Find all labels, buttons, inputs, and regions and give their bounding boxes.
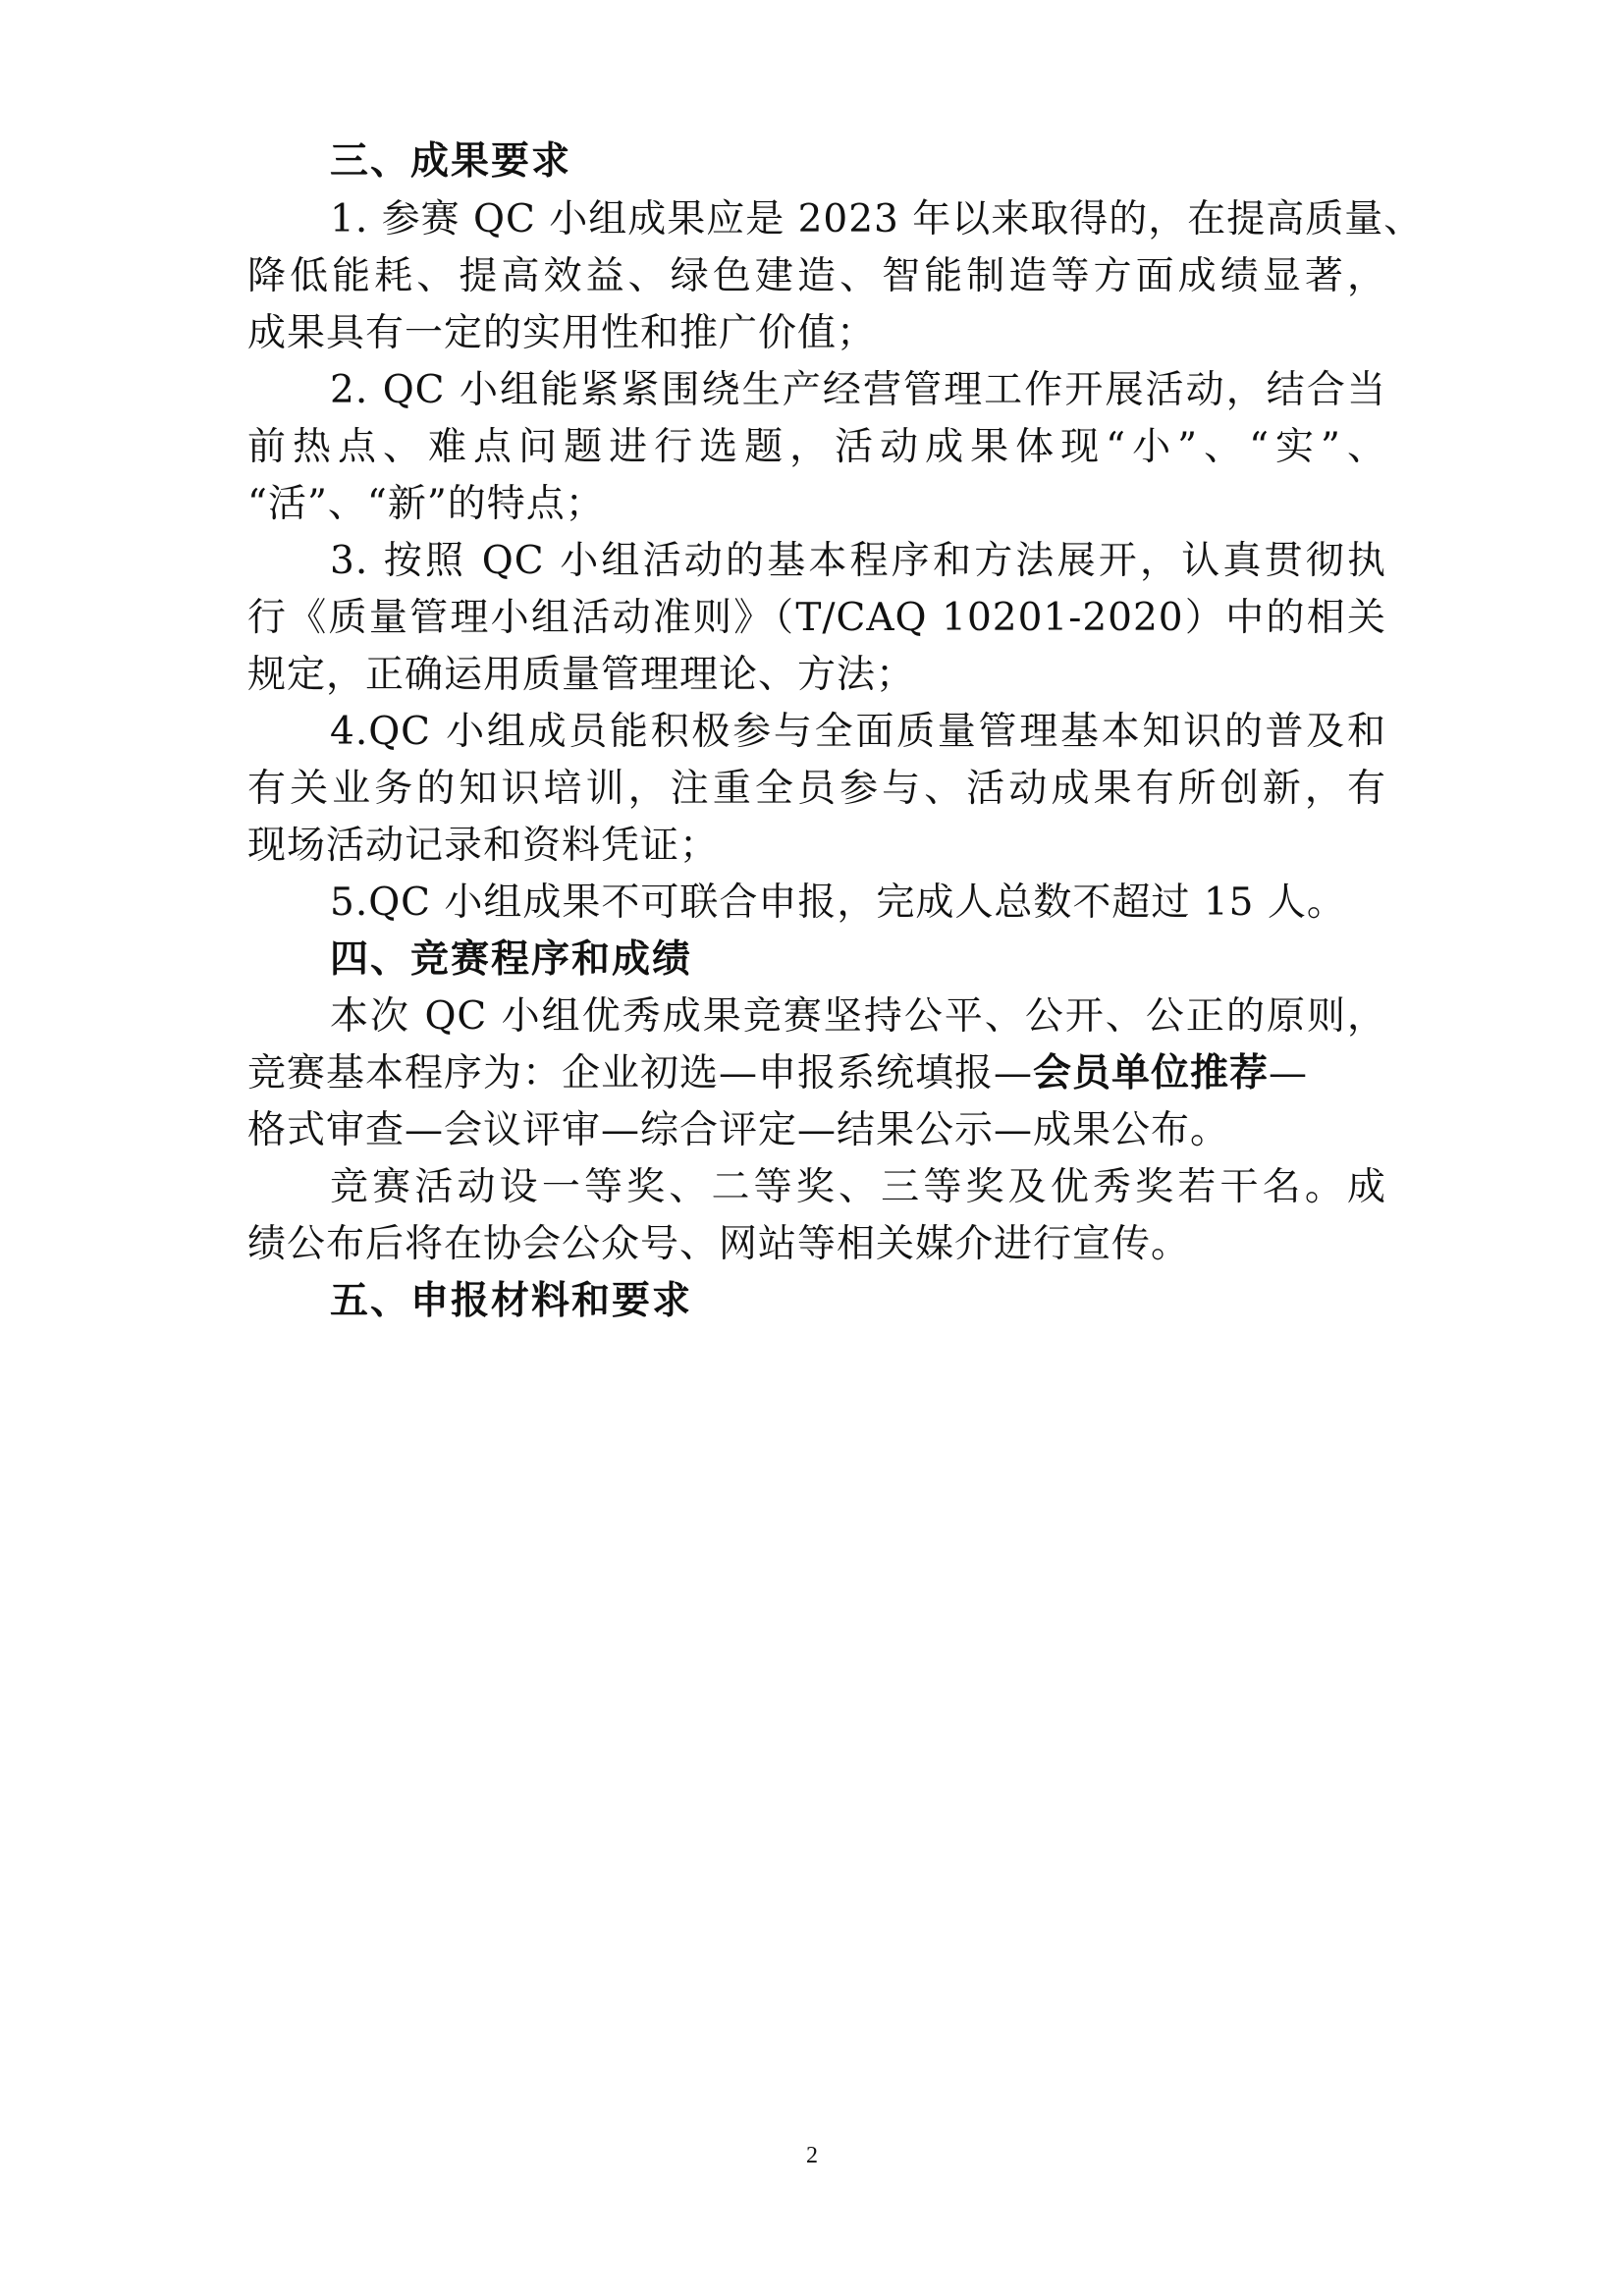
- item-4-line-3: 现场活动记录和资料凭证；: [247, 824, 720, 868]
- item-2-line-2: 前热点、难点问题进行选题，活动成果体现“小”、“实”、: [247, 425, 1386, 469]
- s4-p1-line-2: [247, 1049, 1386, 1098]
- s4-p2-line-2: 绩公布后将在协会公众号、网站等相关媒介进行宣传。: [247, 1222, 1191, 1266]
- item-4-line-1: 4.QC 小组成员能积极参与全面质量管理基本知识的普及和: [330, 710, 1386, 754]
- item-3-line-3: 规定，正确运用质量管理理论、方法；: [247, 653, 916, 697]
- member-recommendation-text: 会员单位推荐: [1033, 1051, 1270, 1095]
- s4-p1-line-1: 本次 QC 小组优秀成果竞赛坚持公平、公开、公正的原则，: [330, 994, 1386, 1039]
- item-2-line-1: 2. QC 小组能紧紧围绕生产经营管理工作开展活动，结合当: [330, 368, 1386, 412]
- section-heading-3: 三、成果要求: [330, 139, 572, 184]
- item-1-line-2: 降低能耗、提高效益、绿色建造、智能制造等方面成绩显著，: [247, 254, 1386, 298]
- s4-p1-line-3: 格式审查—会议评审—综合评定—结果公示—成果公布。: [247, 1108, 1230, 1152]
- item-3-line-2: 行《质量管理小组活动准则》（T/CAQ 10201-2020）中的相关: [247, 596, 1386, 640]
- s4-p1-line-2-dash: —: [1269, 1051, 1309, 1095]
- section-heading-5: 五、申报材料和要求: [330, 1279, 693, 1323]
- item-4-line-2: 有关业务的知识培训，注重全员参与、活动成果有所创新，有: [247, 767, 1386, 811]
- item-1-line-1: 1. 参赛 QC 小组成果应是 2023 年以来取得的，在提高质量、: [330, 197, 1424, 241]
- section-heading-4: 四、竞赛程序和成绩: [330, 937, 693, 982]
- item-5-line-1: 5.QC 小组成果不可联合申报，完成人总数不超过 15 人。: [330, 881, 1346, 925]
- item-1-line-3: 成果具有一定的实用性和推广价值；: [247, 311, 877, 355]
- s4-p1-line-2-text: 竞赛基本程序为：企业初选—申报系统填报—: [247, 1051, 1034, 1095]
- s4-p2-line-1: 竞赛活动设一等奖、二等奖、三等奖及优秀奖若干名。成: [330, 1165, 1386, 1209]
- page-number: 2: [806, 2143, 818, 2168]
- item-3-line-1: 3. 按照 QC 小组活动的基本程序和方法展开，认真贯彻执: [330, 539, 1386, 583]
- item-2-line-3: “活”、“新”的特点；: [247, 482, 605, 526]
